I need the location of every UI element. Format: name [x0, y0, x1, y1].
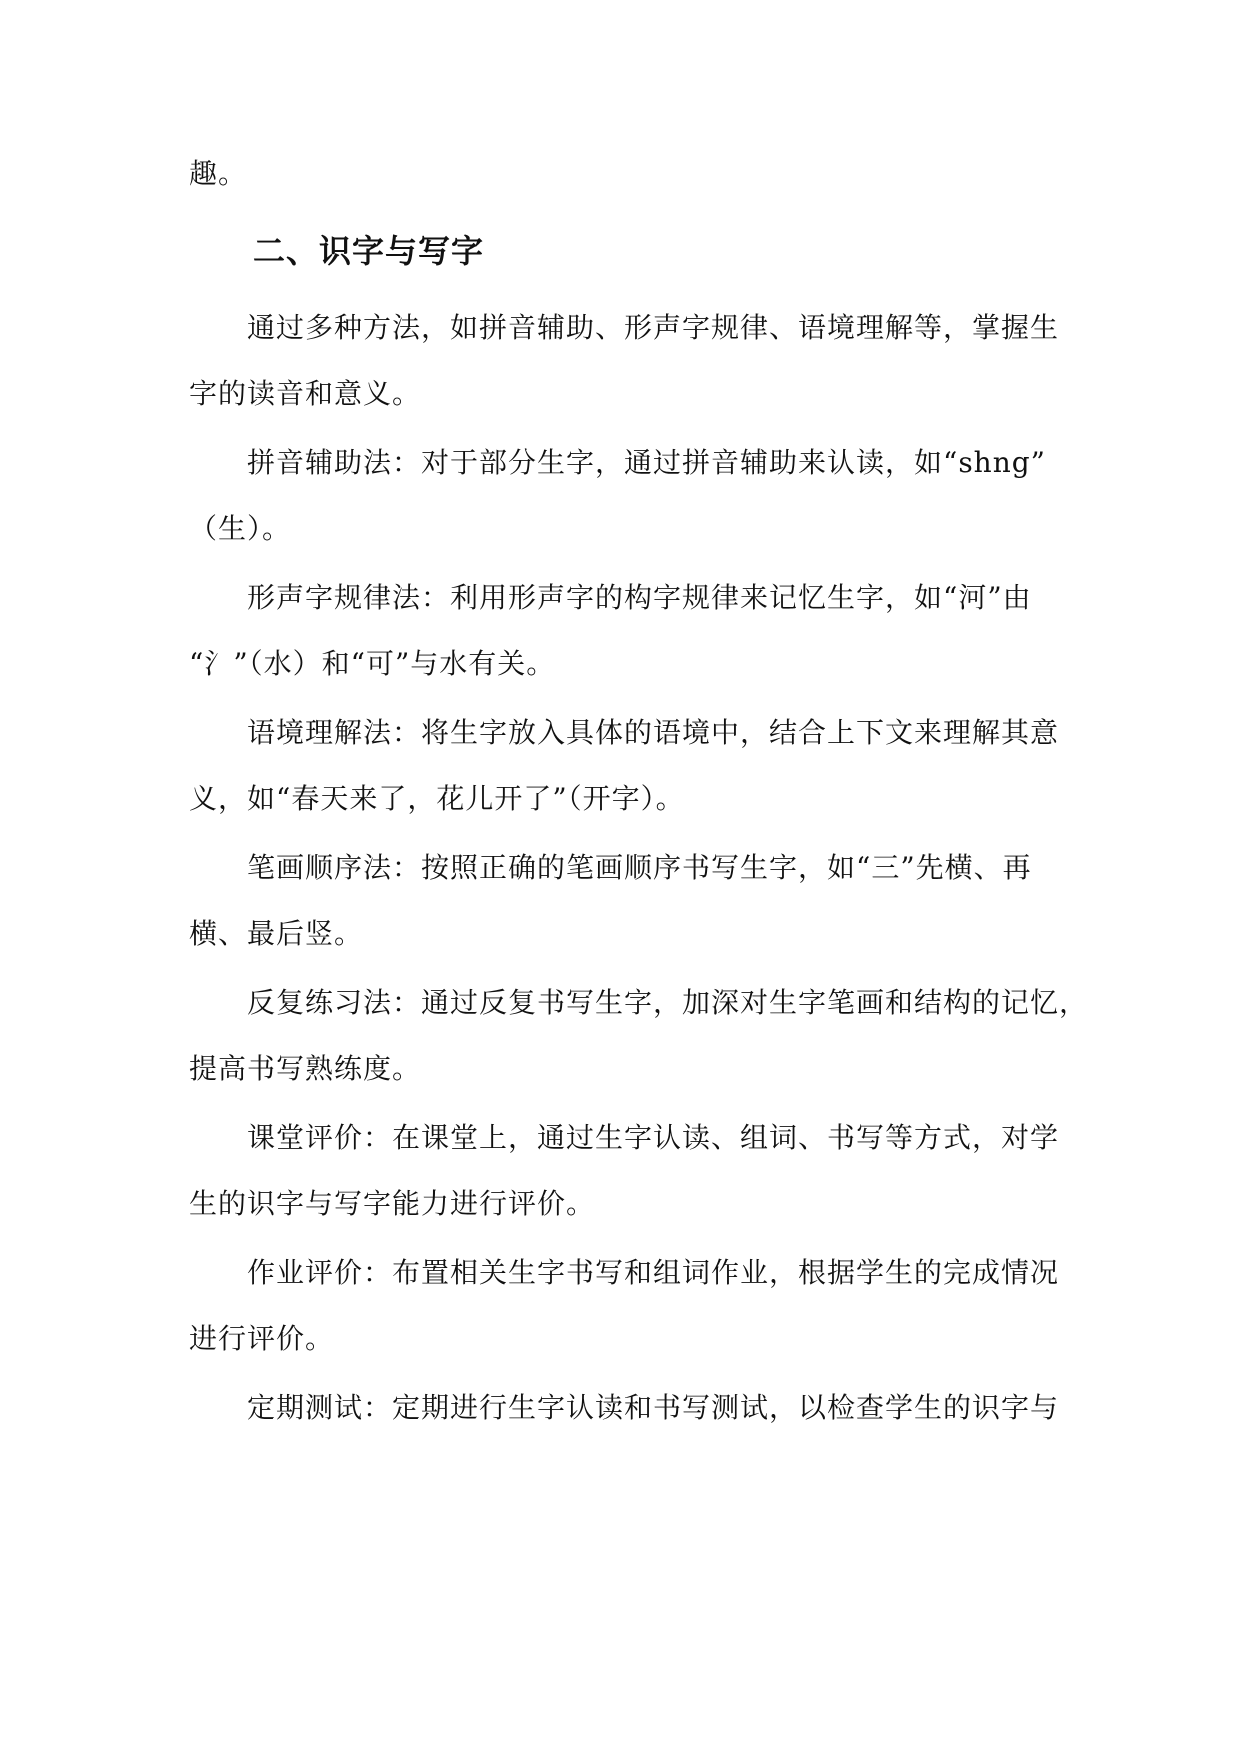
paragraph-line: “氵”（水）和“可”与水有关。 [189, 647, 556, 680]
text-line: 趣。 [189, 157, 248, 190]
paragraph-line: 拼音辅助法：对于部分生字，通过拼音辅助来认读，如“shng” [247, 446, 1046, 479]
paragraph-line: 笔画顺序法：按照正确的笔画顺序书写生字，如“三”先横、再 [247, 851, 1032, 884]
paragraph-line: 进行评价。 [189, 1322, 335, 1355]
paragraph-line: 字的读音和意义。 [189, 377, 422, 410]
paragraph-line: （生）。 [189, 512, 292, 545]
paragraph-line: 形声字规律法：利用形声字的构字规律来记忆生字，如“河”由 [247, 581, 1032, 614]
paragraph-line: 通过多种方法，如拼音辅助、形声字规律、语境理解等，掌握生 [247, 311, 1060, 344]
paragraph-line: 作业评价：布置相关生字书写和组词作业，根据学生的完成情况 [247, 1256, 1060, 1289]
paragraph-line: 义，如“春天来了，花儿开了”（开字）。 [189, 782, 685, 815]
paragraph-line: 生的识字与写字能力进行评价。 [189, 1187, 596, 1220]
paragraph-line: 横、最后竖。 [189, 917, 364, 950]
section-heading: 二、识字与写字 [253, 232, 485, 270]
paragraph-line: 反复练习法：通过反复书写生字，加深对生字笔画和结构的记忆， [247, 986, 1089, 1019]
paragraph-line: 定期测试：定期进行生字认读和书写测试，以检查学生的识字与 [247, 1391, 1060, 1424]
paragraph-line: 语境理解法：将生字放入具体的语境中，结合上下文来理解其意 [247, 716, 1060, 749]
paragraph-line: 提高书写熟练度。 [189, 1052, 422, 1085]
paragraph-line: 课堂评价：在课堂上，通过生字认读、组词、书写等方式，对学 [247, 1121, 1060, 1154]
